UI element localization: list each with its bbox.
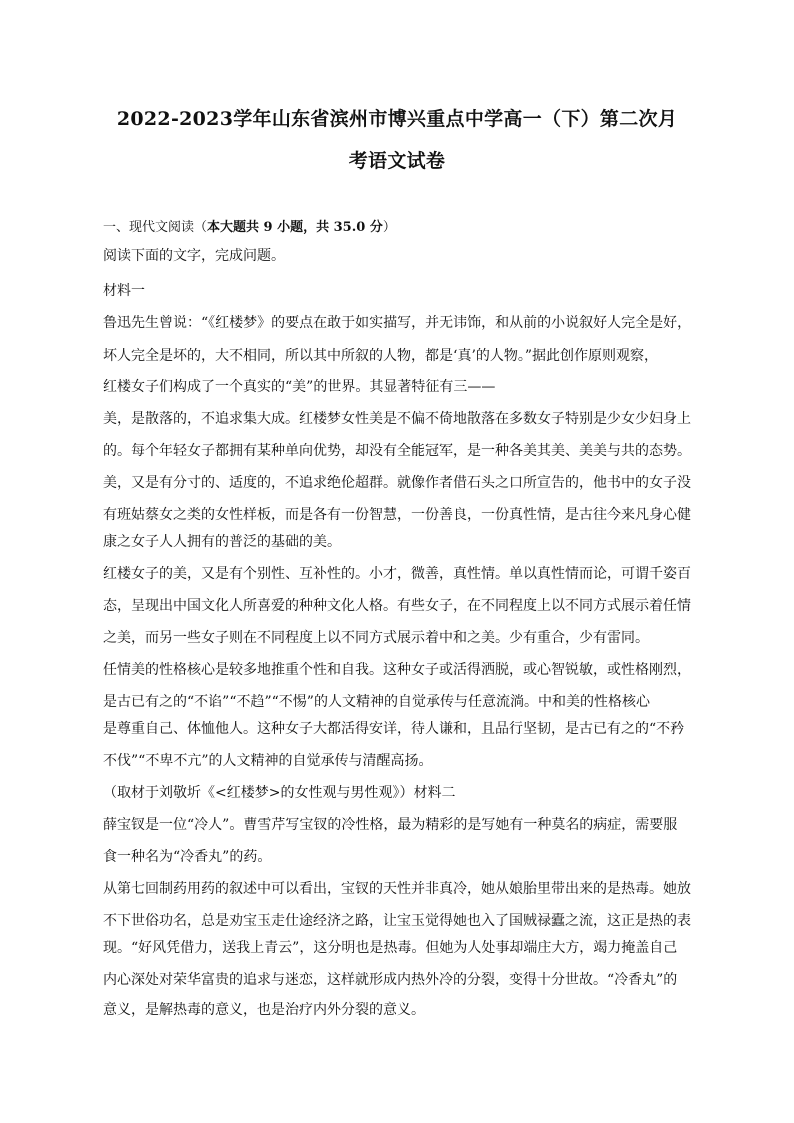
document-title-line-2: 考语文试卷 (348, 150, 446, 172)
section-heading-suffix: ） (382, 220, 396, 235)
paragraph-line: 从第七回制药用药的叙述中可以看出，宝钗的天性并非真冷，她从娘胎里带出来的是热毒。她放 (103, 881, 691, 897)
paragraph-line: 任情美的性格核心是较多地推重个性和自我。这种女子或活得洒脱，或心智锐敏，或性格刚烈， (103, 662, 691, 678)
paragraph-line: 现。“好风凭借力，送我上青云”，这分明也是热毒。但她为人处事却端庄大方，竭力掩盖自己 (103, 940, 678, 956)
section-heading-prefix: 一、现代文阅读（ (103, 220, 208, 235)
paragraph-line: 坏人完全是坏的，大不相同，所以其中所叙的人物，都是‘真’的人物。”据此创作原则观察， (103, 348, 659, 364)
instruction-line: 阅读下面的文字，完成问题。 (103, 248, 285, 264)
paragraph-line: 美，是散落的，不追求集大成。红楼梦女性美是不偏不倚地散落在多数女子特别是少女少妇身上 (103, 411, 691, 427)
paragraph-line: 意义，是解热毒的意义，也是治疗内外分裂的意义。 (103, 1002, 425, 1018)
paragraph-line: 内心深处对荣华富贵的追求与迷恋，这样就形成内热外冷的分裂，变得十分世故。“冷香丸”的 (103, 972, 678, 988)
section-heading-bold: 本大题共 9 小题，共 35.0 分 (207, 220, 383, 235)
paragraph-line: 康之女子人人拥有的普泛的基础的美。 (103, 534, 341, 550)
paragraph-line: 不下世俗功名，总是劝宝玉走仕途经济之路，让宝玉觉得她也入了国贼禄蠹之流，这正是热的表 (103, 913, 691, 929)
paragraph-line: 是尊重自己、体恤他人。这种女子大都活得安详，待人谦和，且品行坚韧，是古已有之的“不矜 (103, 721, 685, 737)
paragraph-line: 是古已有之的“不谄”“不趋”“不惕”的人文精神的自觉承传与任意流淌。中和美的性格核心 (103, 694, 650, 710)
material-one-label: 材料一 (103, 283, 145, 299)
paragraph-line: 的。每个年轻女子都拥有某种单向优势，却没有全能冠军，是一种各美其美、美美与共的态势。 (103, 443, 691, 459)
paragraph-line: 态，呈现出中国文化人所喜爱的种种文化人格。有些女子，在不同程度上以不同方式展示着任情 (103, 598, 691, 614)
paragraph-line: 红楼女子们构成了一个真实的“美”的世界。其显著特征有三—— (103, 379, 496, 395)
section-heading (103, 216, 703, 235)
paragraph-line: 薛宝钗是一位“冷人”。曹雪芹写宝钗的冷性格，最为精彩的是写她有一种莫名的病症，需要服 (103, 817, 678, 833)
paragraph-line: 不伐”“不卑不亢”的人文精神的自觉承传与清醒高扬。 (103, 753, 433, 769)
paragraph-line: 美，又是有分寸的、适度的，不追求绝伦超群。就像作者借石头之口所宣告的，他书中的女子没 (103, 475, 691, 491)
document-title-line-1: 2022-2023学年山东省滨州市博兴重点中学高一（下）第二次月 (116, 108, 678, 130)
paragraph-line: 红楼女子的美，又是有个别性、互补性的。小才，微善，真性情。单以真性情而论，可谓千姿百 (103, 566, 691, 582)
paragraph-line: 之美，而另一些女子则在不同程度上以不同方式展示着中和之美。少有重合，少有雷同。 (103, 630, 649, 646)
paragraph-line: 食一种名为“冷香丸”的药。 (103, 849, 272, 865)
paragraph-line: 鲁迅先生曾说：“《红楼梦》的要点在敢于如实描写，并无讳饰，和从前的小说叙好人完全是好， (103, 315, 692, 331)
source-citation: （取材于刘敬圻《<红楼梦>的女性观与男性观》）材料二 (103, 785, 456, 801)
paragraph-line: 有班姑蔡女之类的女性样板，而是各有一份智慧，一份善良，一份真性情，是古往今来凡身心健 (103, 507, 691, 523)
